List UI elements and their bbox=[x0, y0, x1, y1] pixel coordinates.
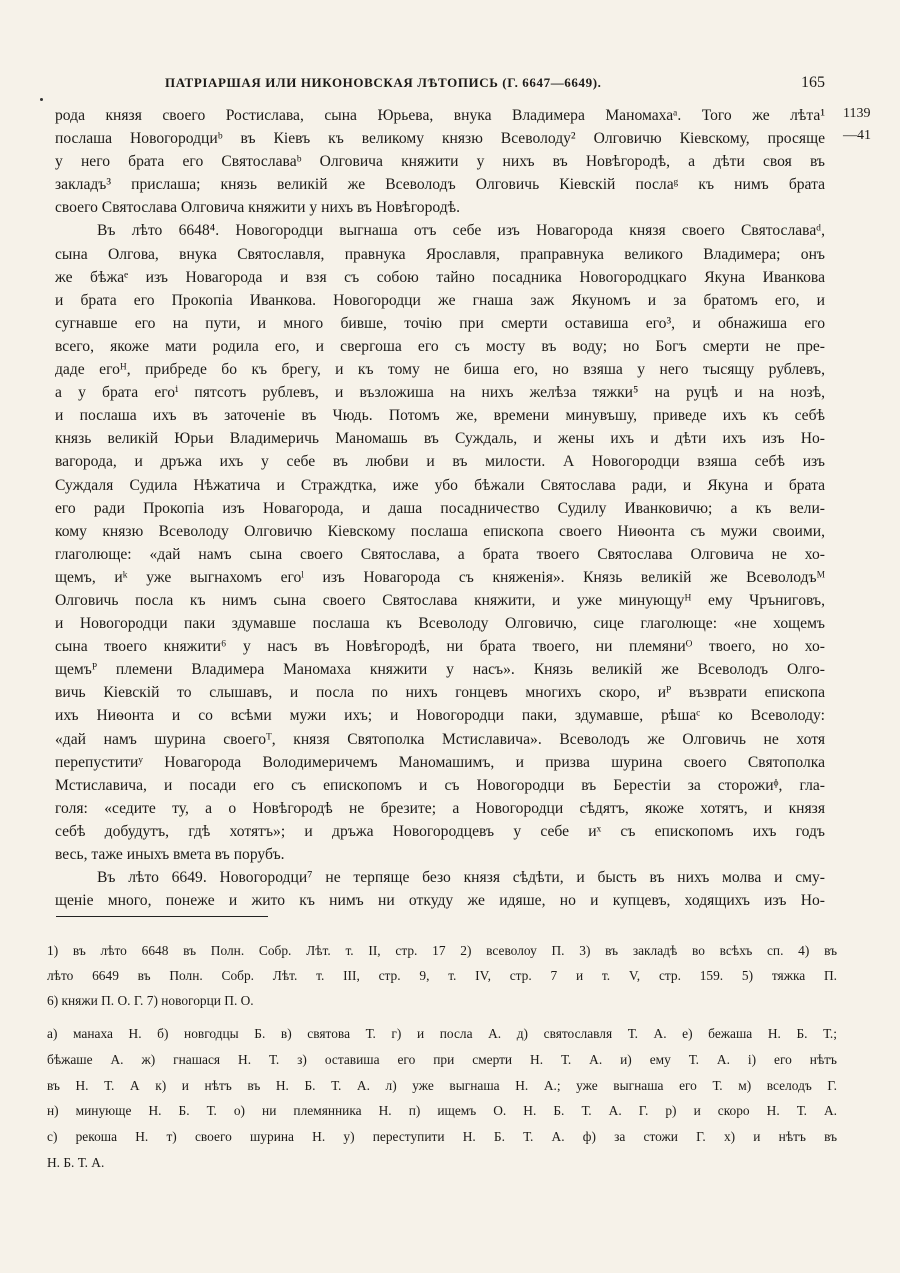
text-line: вичь Кіевскій то слышавъ, и посла по нихъ гонцевъ многихъ скоро, иᴾ възврати епископа bbox=[55, 684, 825, 702]
footnote-rule bbox=[56, 916, 268, 917]
chronicle-text bbox=[55, 104, 825, 912]
text-line: его ради Прокопіа изъ Новагорода, и даша посадничество Судилу Иванковичю; а къ вели- bbox=[55, 499, 825, 517]
text-line: щемъᴾ племени Владимера Маномаха княжити у насъ». Князь великій же Всеволодъ Олго- bbox=[55, 661, 825, 679]
running-header bbox=[165, 74, 825, 92]
page-number: 165 bbox=[801, 74, 825, 91]
margin-year-note: 1139 bbox=[843, 106, 871, 121]
text-line: закладъ³ прислаша; князь великій же Всеволодъ Олговичь Кіевскій послаᵍ къ нимъ брата bbox=[55, 176, 825, 194]
text-line: перепуститиʸ Новагорода Володимеричемъ Маномашимъ, и призва шурина своего Святополка bbox=[55, 753, 825, 771]
footnote-line: лѣто 6649 въ Полн. Собр. Лѣт. т. III, стр. 9, т. IV, стр. 7 и т. V, стр. 159. 5) тяжка П. bbox=[47, 968, 837, 984]
text-line: кому князю Всеволоду Олговичю Кіевскому послаша епископа своего Ниѳонта съ мужи своими, bbox=[55, 522, 825, 540]
text-line: и брата его Прокопіа Иванкова. Новогородци же гнаша заж Якуномъ и за братомъ его, и bbox=[55, 291, 825, 309]
footnote-line: 6) княжи П. О. Г. 7) новогорци П. О. bbox=[47, 993, 254, 1009]
ink-dot bbox=[40, 98, 43, 101]
text-line: щемъ, иᵏ уже выгнахомъ егоˡ изъ Новагорода съ княженія». Князь великій же Всеволодъᴹ bbox=[55, 568, 825, 586]
text-line: а у брата егоⁱ пятсотъ рублевъ, и възложиша на нихъ желѣза тяжки⁵ на руцѣ и на нозѣ, bbox=[55, 384, 825, 402]
text-line: Суждаля Судила Нѣжатича и Страждтка, иже убо бѣжали Святослава ради, и Якуна и брата bbox=[55, 476, 825, 494]
text-line: сугнавше его на пути, и много бивше, точію при смерти оставиша его³, и обнажиша его bbox=[55, 314, 825, 332]
text-line: щеніе много, понеже и жито къ нимъ ни откуду же идяше, но и купцевъ, ходящихъ изъ Но- bbox=[55, 892, 825, 910]
text-line: весь, таже иныхъ вмета въ порубъ. bbox=[55, 846, 285, 863]
text-line: и Новогородци паки здумавше послаша къ Всеволоду Олговичю, сице глаголюще: «не хощемъ bbox=[55, 615, 825, 633]
footnotes bbox=[47, 938, 837, 1014]
text-line: себѣ добудутъ, гдѣ хотятъ»; и дръжа Новогородцевъ у себе иˣ съ епископомъ ихъ годъ bbox=[55, 822, 825, 840]
text-line: Олговичь посла къ нимъ сына своего Святослава княжити, и уже минующуᴴ ему Чрънигoвъ, bbox=[55, 591, 825, 609]
variant-line: Н. Б. Т. А. bbox=[47, 1154, 105, 1170]
text-line: и послаша ихъ въ заточеніе въ Чюдь. Потомъ же, времени минувъшу, приведе ихъ къ себѣ bbox=[55, 407, 825, 425]
footnote-line: 1) въ лѣто 6648 въ Полн. Собр. Лѣт. т. II, стр. 17 2) всеволоу П. 3) въ закладѣ во всѣхъ сп. 4) въ bbox=[47, 943, 837, 958]
text-line: князь великій Юрьи Владимеричь Маномашь въ Суждаль, и жены ихъ и дѣти ихъ изъ Но- bbox=[55, 430, 825, 448]
variant-line: н) минующе Н. Б. Т. о) ни племянника Н. п) ищемъ О. Н. Б. Т. А. Г. р) и скоро Н. Т. А. bbox=[47, 1103, 837, 1119]
text-line: Въ лѣто 6649. Новогородци⁷ не терпяще безо князя сѣдѣти, и бысть въ нихъ молва и сму- bbox=[97, 869, 825, 887]
text-line: у него брата его Святославаᵇ Олговича княжити у нихъ въ Новѣгородѣ, а дѣти своя въ bbox=[55, 153, 825, 171]
text-line: Въ лѣто 6648⁴. Новогородци выгнаша отъ себе изъ Новагорода князя своего Святославаᵈ, bbox=[97, 222, 825, 240]
margin-year-note: —41 bbox=[843, 128, 871, 143]
text-line: всего, якоже мати родила его, и свергоша его съ мосту въ воду; но Богъ смерти не пре- bbox=[55, 337, 825, 355]
text-line: сына Олгова, внука Святославля, правнука Ярославля, праправнука великого Владимера; онъ bbox=[55, 245, 825, 263]
variant-line: с) рекоша Н. т) своего шурина Н. у) переступити Н. Б. Т. А. ф) за стожи Г. х) и нѣтъ въ bbox=[47, 1129, 837, 1145]
text-line: сына твоего княжити⁶ у насъ въ Новѣгородѣ, ни брата твоего, ни племяниᴼ твоего, но хо- bbox=[55, 638, 825, 656]
text-line: глаголюще: «дай намъ сына своего Святослава, а брата твоего Святослава Олговича не хо- bbox=[55, 545, 825, 563]
variant-line: въ Н. Т. А к) и нѣтъ въ Н. Б. Т. А. л) уже выгнаша Н. А.; уже выгнаша его Т. м) вселодъ Г. bbox=[47, 1077, 837, 1093]
text-line: ихъ Ниѳонта и со всѣми мужи ихъ; и Новогородци паки, здумавше, рѣшаᶜ ко Всеволоду: bbox=[55, 707, 825, 725]
variant-readings bbox=[47, 1021, 837, 1176]
text-line: послаша Новогородциᵇ въ Кіевъ къ великому князю Всеволоду² Олговичю Кіевскому, просяще bbox=[55, 130, 825, 148]
text-line: рода князя своего Ростислава, сына Юрьева, внука Владимера Маномахаᵃ. Того же лѣта¹ bbox=[55, 107, 825, 124]
text-line: же бѣжаᵉ изъ Новагорода и взя съ собою тайно посадника Новогородцкаго Якуна Иванкова bbox=[55, 268, 825, 286]
header-title: ПАТРІАРШАЯ ИЛИ НИКОНОВСКАЯ ЛѢТОПИСЬ (Г. 6647—6649). bbox=[165, 75, 602, 90]
text-line: Мстиславича, и посади его съ епископомъ и съ Новогородци въ Берестіи за сторожиᶲ, гла- bbox=[55, 776, 825, 794]
text-line: «дай намъ шурина своегоᵀ, князя Святополка Мстиславича». Всеволодъ же Олговичь не хотя bbox=[55, 730, 825, 748]
text-line: даде егоᴴ, прибреде бо къ брегу, и къ тому не биша его, но взяша у него тысящу рублевъ, bbox=[55, 361, 825, 379]
text-line: голя: «седите ту, а о Новѣгородѣ не брезите; а Новогородци сѣдятъ, якоже хотятъ, и князя bbox=[55, 799, 825, 817]
variant-line: бѣжаше А. ж) гнашася Н. Т. з) оставиша его при смерти Н. Т. А. и) ему Т. А. і) его нѣтъ bbox=[47, 1051, 837, 1067]
text-line: своего Святослава Олговича княжити у нихъ въ Новѣгородѣ. bbox=[55, 199, 461, 217]
text-line: вагорода, и дръжа ихъ у себе въ любви и въ милости. А Новогородци взяша себѣ изъ bbox=[55, 453, 825, 471]
variant-line: а) манаха Н. б) новгодцы Б. в) святова Т. г) и посла А. д) святославля Т. А. е) бежаша Н. Б. Т.; bbox=[47, 1026, 837, 1041]
